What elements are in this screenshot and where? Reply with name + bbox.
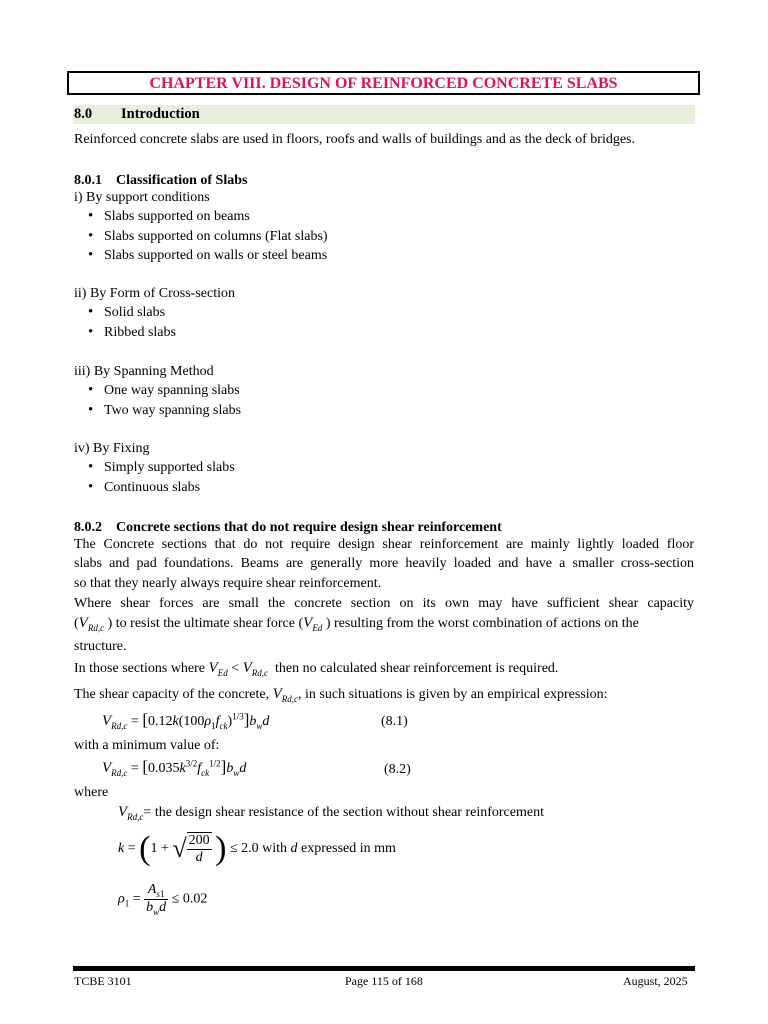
equation-8-1: $V_{Rd,c} = [0.12k(100\rho_1f_{ck})^{1/3}]b_wd$ — [102, 710, 270, 731]
list-item: • Slabs supported on columns (Flat slabs) — [74, 227, 328, 247]
text-run: In those sections where — [74, 661, 206, 676]
equation-number: (8.1) — [381, 714, 408, 729]
text-run: ≤ 0.02 — [171, 891, 208, 907]
paragraph-line: The Concrete sections that do not require design shear reinforcement are mainly lightly loaded floor — [74, 537, 694, 552]
intro-paragraph: Reinforced concrete slabs are used in floors, roofs and walls of buildings and as the deck of bridges. — [74, 132, 636, 147]
paragraph-line: where — [74, 785, 109, 800]
classification-group-label: iv) By Fixing — [74, 441, 150, 456]
list-item: • Two way spanning slabs — [74, 401, 241, 421]
list-item: • Simply supported slabs — [74, 458, 235, 478]
paragraph-line: slabs and pad foundations. Beams are generally more heavily loaded and have a smaller cross-section — [74, 556, 694, 571]
text-run: , in such situations is given by an empirical expression: — [298, 687, 608, 702]
definition-vrdc: $V_{Rd,c}=$ the design shear resistance of the section without shear reinforcement — [118, 804, 544, 822]
classification-group-label: iii) By Spanning Method — [74, 364, 214, 379]
subsection-heading-classification: 8.0.1 Classification of Slabs — [74, 173, 248, 188]
classification-list — [74, 207, 328, 266]
paragraph-line: ($V_{Rd,c}$ ) to resist the ultimate shear force ($V_{Ed}$ ) resulting from the worst combination of actions on the — [74, 615, 639, 633]
text-run: ) resulting from the worst combination of actions on the — [325, 616, 639, 631]
text-run: with — [262, 841, 288, 857]
equation-number: (8.2) — [384, 762, 411, 777]
section-number: 8.0 — [74, 106, 93, 122]
list-item: • Ribbed slabs — [74, 323, 176, 343]
definition-k: k = (1 + √ $\frac{200}{d}$ ) ≤ 2.0 with d expressed in mm — [118, 830, 396, 867]
paragraph-line: with a minimum value of: — [74, 738, 220, 753]
list-item: • Slabs supported on walls or steel beams — [74, 246, 328, 266]
definition-rho: $\rho_1$ = $\frac{A_{s1}}{b_wd}$ ≤ 0.02 — [118, 882, 208, 917]
classification-list — [74, 381, 241, 420]
equation-8-2: $V_{Rd,c} = [0.035k^{3/2}f_{ck}^{1/2}]b_wd$ — [102, 757, 247, 778]
list-item: • Slabs supported on beams — [74, 207, 328, 227]
text-run: The shear capacity of the concrete, — [74, 687, 270, 702]
text-run: = the design shear resistance of the section without shear reinforcement — [143, 805, 544, 820]
list-item: • One way spanning slabs — [74, 381, 241, 401]
paragraph-line: In those sections where $V_{Ed} < V_{Rd,c}$ then no calculated shear reinforcement is required. — [74, 660, 559, 678]
list-item: • Continuous slabs — [74, 478, 235, 498]
paragraph-line: Where shear forces are small the concrete section on its own may have sufficient shear capacity — [74, 596, 694, 611]
classification-list — [74, 303, 176, 342]
footer-page-number: Page 115 of 168 — [345, 974, 423, 988]
text-run: ≤ 2.0 — [229, 841, 259, 857]
paragraph-line: structure. — [74, 639, 127, 654]
section-title: Introduction — [121, 106, 200, 122]
list-item: • Solid slabs — [74, 303, 176, 323]
chapter-title: CHAPTER VIII. DESIGN OF REINFORCED CONCRETE SLABS — [67, 71, 700, 95]
classification-group-label: ii) By Form of Cross-section — [74, 286, 235, 301]
footer-date: August, 2025 — [623, 974, 688, 988]
footer-course-code: TCBE 3101 — [74, 974, 132, 988]
classification-list — [74, 458, 235, 497]
text-run: to resist the ultimate shear force ( — [115, 616, 304, 631]
classification-group-label: i) By support conditions — [74, 190, 210, 205]
paragraph-line: The shear capacity of the concrete, $V_{Rd,c}$, in such situations is given by an empirical expression: — [74, 686, 608, 704]
footer-rule — [73, 966, 695, 971]
text-run: expressed in mm — [301, 841, 396, 857]
paragraph-line: so that they nearly always require shear reinforcement. — [74, 576, 382, 591]
subsection-heading-shear: 8.0.2 Concrete sections that do not require design shear reinforcement — [74, 520, 502, 535]
text-run: then no calculated shear reinforcement is required. — [275, 661, 559, 676]
